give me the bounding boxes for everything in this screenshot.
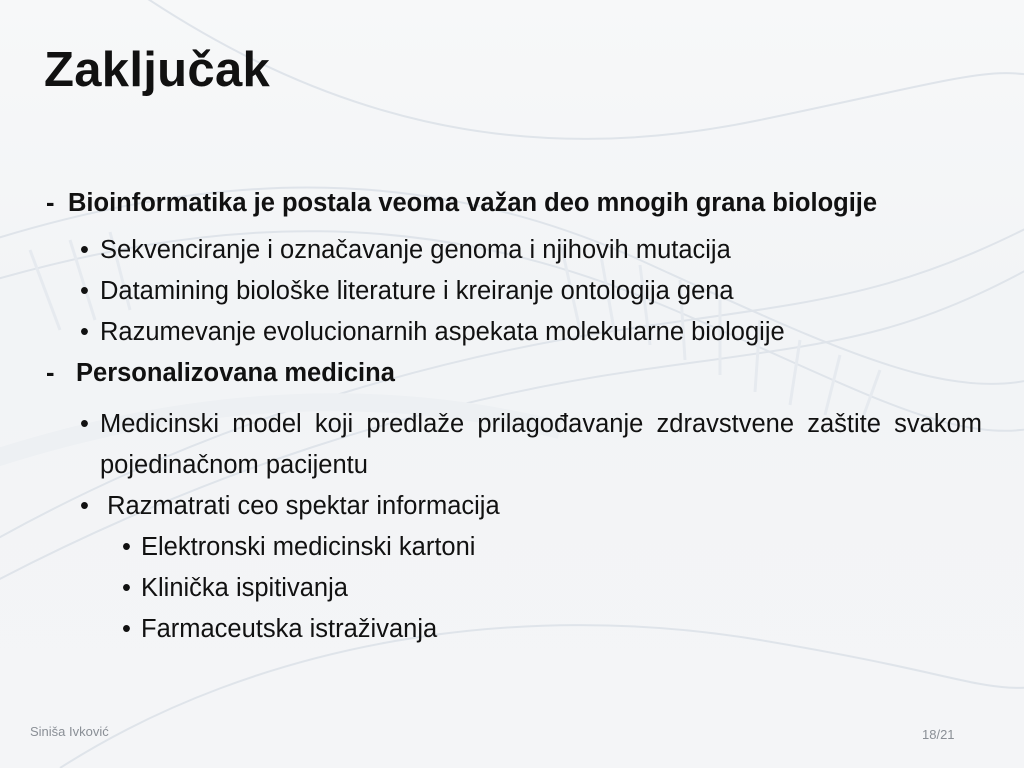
list-item [44, 230, 982, 271]
sub-list-item [44, 568, 982, 609]
list-item-text: Razumevanje evolucionarnih aspekata molekularne biologije [100, 318, 785, 346]
sub-list-item-text: Farmaceutska istraživanja [141, 615, 438, 643]
list-item [44, 271, 982, 312]
list-item-text: Razmatrati ceo spektar informacija [100, 492, 500, 520]
bullet-marker: • [80, 410, 89, 438]
bullet-marker: • [122, 615, 131, 643]
bullet-marker: • [80, 492, 89, 520]
footer-page-number: 18/21 [922, 727, 955, 742]
sub-list-item-text: Klinička ispitivanja [141, 574, 348, 602]
list-item-text: Datamining biološke literature i kreiranje ontologija gena [100, 277, 734, 305]
bullet-marker: • [80, 318, 89, 346]
dash-marker: - [46, 359, 55, 387]
list-item-text: Medicinski model koji predlaže prilagođavanje zdravstvene zaštite svakom pojedinačnom pacijentu [100, 410, 982, 479]
list-item [44, 312, 982, 353]
section-heading-text: Bioinformatika je postala veoma važan deo mnogih grana biologije [68, 189, 878, 217]
dash-marker: - [46, 189, 55, 217]
footer-author: Siniša Ivković [30, 724, 109, 739]
bullet-marker: • [122, 533, 131, 561]
sub-list-item-text: Elektronski medicinski kartoni [141, 533, 476, 561]
sub-list-item [44, 527, 982, 568]
list-item [44, 486, 982, 527]
list-item-text: Sekvenciranje i označavanje genoma i njihovih mutacija [100, 236, 731, 264]
bullet-marker: • [122, 574, 131, 602]
section-heading-text: Personalizovana medicina [76, 359, 395, 387]
slide-content [44, 185, 982, 650]
bullet-marker: • [80, 277, 89, 305]
list-item [44, 404, 982, 486]
bullet-marker: • [80, 236, 89, 264]
sub-list-item [44, 609, 982, 650]
slide-title: Zaključak [44, 43, 271, 97]
section-heading-personalizovana [44, 353, 982, 394]
section-heading-bioinformatika [44, 185, 982, 222]
